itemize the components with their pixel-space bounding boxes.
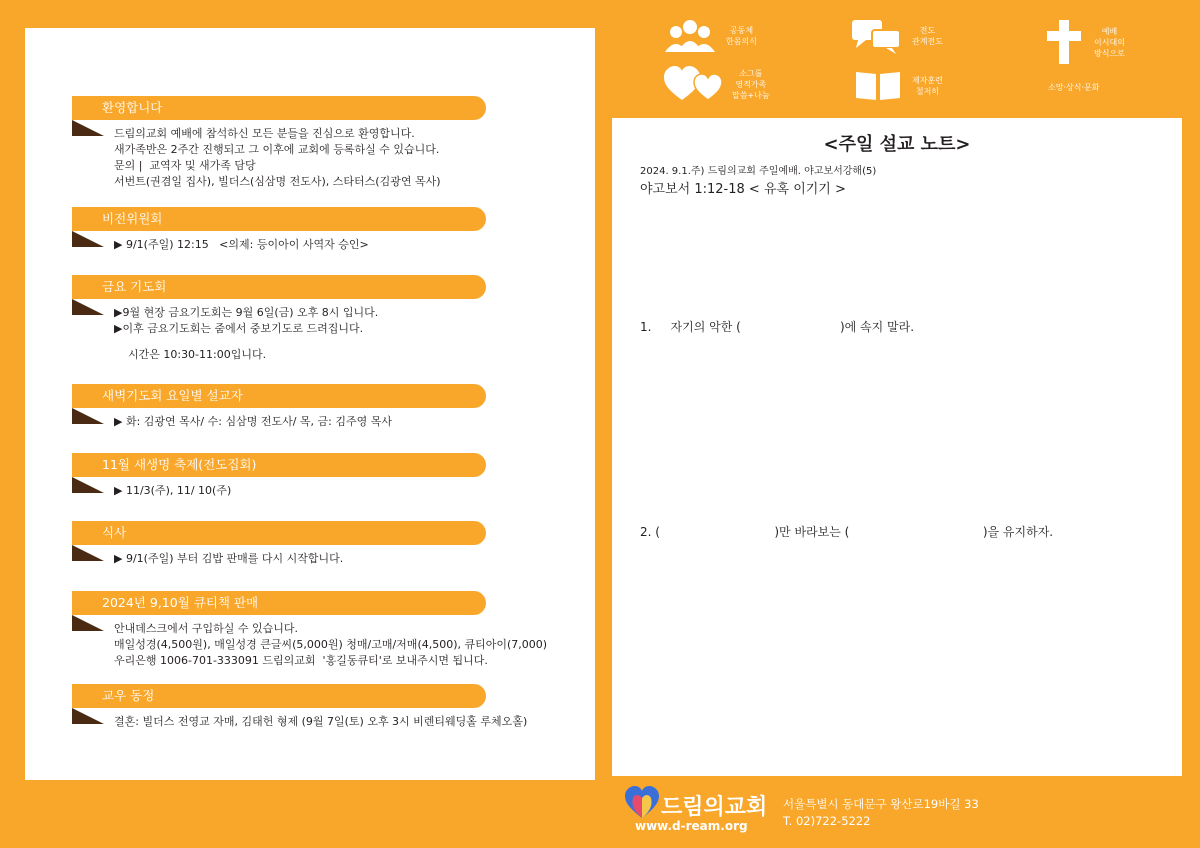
ribbon-fold xyxy=(72,708,104,724)
value-worship xyxy=(1044,18,1125,66)
section-line: ▶9월 현장 금요기도회는 9월 6일(금) 오후 8시 입니다. xyxy=(114,306,379,319)
section-line xyxy=(114,337,572,347)
section-body xyxy=(114,305,572,363)
announcement-section xyxy=(72,453,572,499)
section-title: 교우 동정 xyxy=(72,684,486,708)
book-icon xyxy=(854,70,902,102)
ribbon-fold xyxy=(72,545,104,561)
church-address: 서울특별시 동대문구 왕산로19바길 33 xyxy=(783,797,979,811)
people-icon xyxy=(664,18,716,54)
sermon-note-subtitle: 2024. 9.1.주) 드림의교회 주일예배. 야고보서강해(5) xyxy=(640,166,877,177)
sermon-question-2: 2. ( )만 바라보는 ( )을 유지하자. xyxy=(640,525,1054,539)
section-line: 시간은 10:30-11:00입니다. xyxy=(114,348,267,361)
ribbon-fold xyxy=(72,231,104,247)
section-title: 비전위원회 xyxy=(72,207,486,231)
announcement-section xyxy=(72,275,572,363)
value-evangelism xyxy=(850,18,943,54)
section-line: 결혼: 빌더스 전영교 자매, 김태헌 형제 (9월 7일(토) 오후 3시 비렌티웨딩홀 루체오홀) xyxy=(114,715,528,728)
hearts-icon xyxy=(664,66,722,102)
section-line: ▶ 화: 김광연 목사/ 수: 심삼명 전도사/ 목, 금: 김주영 목사 xyxy=(114,415,392,428)
church-name: 드림의교회 xyxy=(661,795,768,820)
section-body xyxy=(114,237,572,253)
section-line: 새가족반은 2주간 진행되고 그 이후에 교회에 등록하실 수 있습니다. xyxy=(114,143,440,156)
church-url[interactable]: www.d-ream.org xyxy=(635,819,748,833)
sermon-question-1: 1. 자기의 악한 ( )에 속지 말라. xyxy=(640,320,915,334)
section-line: 드림의교회 예배에 참석하신 모든 분들을 진심으로 환영합니다. xyxy=(114,127,415,140)
value-label: 공동체 한몸의식 xyxy=(726,26,757,46)
section-line: 서번트(권겸일 집사), 빌더스(심삼명 전도사), 스타터스(김광연 목사) xyxy=(114,175,441,188)
section-line: ▶이후 금요기도회는 줌에서 중보기도로 드려집니다. xyxy=(114,322,364,335)
section-line: 문의 | 교역자 및 새가족 담당 xyxy=(114,159,256,172)
announcement-section xyxy=(72,521,572,567)
value-label: 제자훈련 철저히 xyxy=(912,76,943,96)
section-body xyxy=(114,551,572,567)
ribbon-fold xyxy=(72,299,104,315)
value-motto xyxy=(1048,82,1099,93)
church-address-block xyxy=(783,796,979,830)
announcement-section xyxy=(72,207,572,253)
section-line: ▶ 11/3(주), 11/ 10(주) xyxy=(114,484,232,497)
section-body xyxy=(114,483,572,499)
ribbon-fold xyxy=(72,615,104,631)
section-line: ▶ 9/1(주일) 12:15 <의제: 등이아이 사역자 승인> xyxy=(114,238,369,251)
announcement-section xyxy=(72,591,572,669)
ribbon-fold xyxy=(72,408,104,424)
church-footer xyxy=(625,786,1185,836)
cross-icon xyxy=(1044,18,1084,66)
announcement-section xyxy=(72,384,572,430)
section-title: 금요 기도회 xyxy=(72,275,486,299)
section-line: 안내데스크에서 구입하실 수 있습니다. xyxy=(114,622,299,635)
announcement-section xyxy=(72,96,572,190)
section-title: 2024년 9,10월 큐티책 판매 xyxy=(72,591,486,615)
speech-bubbles-icon xyxy=(850,18,902,54)
section-title: 식사 xyxy=(72,521,486,545)
sermon-passage: 야고보서 1:12-18 < 유혹 이기기 > xyxy=(640,182,846,197)
section-body xyxy=(114,621,572,669)
ribbon-fold xyxy=(72,120,104,136)
section-body xyxy=(114,126,572,190)
section-title: 새벽기도회 요일별 설교자 xyxy=(72,384,486,408)
church-values-banner xyxy=(612,12,1182,108)
section-body xyxy=(114,714,572,730)
ribbon-fold xyxy=(72,477,104,493)
value-discipleship xyxy=(854,70,943,102)
section-title: 11월 새생명 축제(전도집회) xyxy=(72,453,486,477)
announcement-section xyxy=(72,684,572,730)
section-line: ▶ 9/1(주일) 부터 김밥 판매를 다시 시작합니다. xyxy=(114,552,344,565)
section-line: 우리은행 1006-701-333091 드림의교회 '홍길동큐티'로 보내주시면 됩니다. xyxy=(114,654,488,667)
section-line: 매일성경(4,500원), 매일성경 큰글씨(5,000원) 청매/고매/저매(4,500), 큐티아이(7,000) xyxy=(114,638,548,651)
value-label: 예배 이시대의 방식으로 xyxy=(1094,26,1125,58)
church-phone: T. 02)722-5222 xyxy=(783,814,871,828)
church-logo-icon xyxy=(625,786,659,820)
value-label: 소망·상식·문화 xyxy=(1048,83,1100,92)
value-label: 전도 관계전도 xyxy=(912,26,943,46)
sermon-note-panel xyxy=(612,118,1182,776)
sermon-note-title: <주일 설교 노트> xyxy=(823,134,971,155)
section-body xyxy=(114,414,572,430)
section-title: 환영합니다 xyxy=(72,96,486,120)
value-small-group xyxy=(664,66,770,102)
value-community xyxy=(664,18,757,54)
value-label: 소그룹 영적가족 말씀+나눔 xyxy=(732,68,770,100)
